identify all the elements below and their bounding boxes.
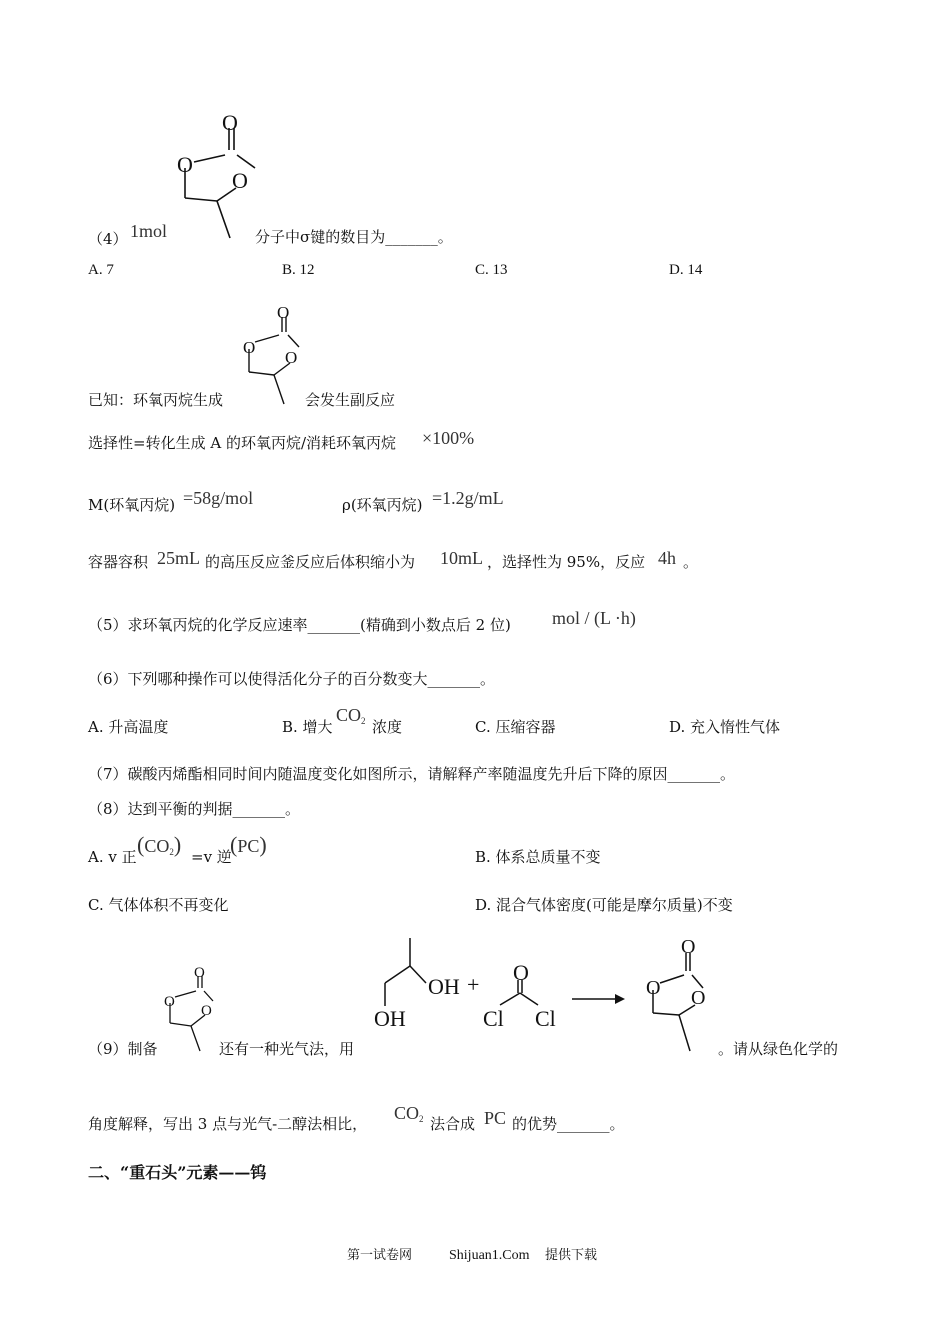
- q7-text: （7）碳酸丙烯酯相同时间内随温度变化如图所示，请解释产率随温度先升后下降的原因_______。: [88, 765, 736, 783]
- q9-pc: PC: [484, 1108, 507, 1128]
- footer-site-url[interactable]: Shijuan1.Com: [449, 1248, 530, 1263]
- oh-label-2: OH: [374, 1006, 406, 1031]
- footer-site-name: 第一试卷网: [347, 1248, 413, 1263]
- product-ring-o-right-label: O: [691, 987, 706, 1009]
- propylene-carbonate-structure-1: [170, 110, 270, 240]
- q9-mid: 还有一种光气法，用: [219, 1040, 355, 1058]
- container-text-3: ，选择性为 95%，反应: [487, 553, 646, 571]
- ring-o-right-label-3: O: [201, 1003, 212, 1019]
- density-value: =1.2g/mL: [432, 488, 504, 508]
- q9-line2-prefix: 角度解释，写出 3 点与光气-二醇法相比，: [88, 1115, 368, 1133]
- q8-option-a-prefix: A. v 正: [88, 848, 137, 866]
- ring-o-left-label-3: O: [164, 994, 175, 1010]
- propylene-carbonate-structure-3: [160, 963, 220, 1053]
- q8-option-b: B. 体系总质量不变: [475, 848, 601, 866]
- density-label: ρ(环氧丙烷): [342, 496, 423, 514]
- propylene-carbonate-structure-2: [238, 302, 308, 402]
- plus-sign: +: [467, 972, 480, 997]
- q6-option-a: A. 升高温度: [88, 718, 169, 736]
- q8-option-d: D. 混合气体密度(可能是摩尔质量)不变: [475, 896, 733, 914]
- q6-option-d: D. 充入惰性气体: [669, 718, 781, 736]
- product-carbonyl-o-label: O: [681, 936, 696, 958]
- q6-option-b-prefix: B. 增大: [282, 718, 333, 736]
- ring-o-right-label-2: O: [285, 348, 298, 367]
- container-text-1: 容器容积: [88, 553, 149, 571]
- selectivity-percent: ×100%: [422, 428, 475, 448]
- ring-o-left-label-2: O: [243, 338, 256, 357]
- ring-o-right-label: O: [232, 168, 248, 193]
- container-text-4: 。: [683, 553, 699, 571]
- q4-option-a: A. 7: [88, 262, 114, 278]
- q8-option-c: C. 气体体积不再变化: [88, 896, 229, 914]
- q9-suffix: 。请从绿色化学的: [718, 1040, 839, 1058]
- carbonyl-o-label: O: [222, 110, 238, 135]
- q8-option-a-co2: $(CO_2)$: [137, 832, 182, 857]
- q8-text: （8）达到平衡的判据_______。: [88, 800, 301, 818]
- container-volume: 25mL: [157, 548, 200, 568]
- oh-label-1: OH: [428, 974, 460, 999]
- q6-option-b-co2: $CO_2$: [336, 705, 366, 726]
- q5-text: （5）求环氧丙烷的化学反应速率_______(精确到小数点后 2 位): [88, 616, 511, 634]
- section-heading: 二、“重石头”元素——钨: [88, 1163, 267, 1182]
- q9-co2: $CO_2$: [394, 1103, 424, 1124]
- container-final-volume: 10mL: [440, 548, 483, 568]
- carbonyl-o-label-2: O: [277, 303, 290, 322]
- q9-prefix: （9）制备: [88, 1040, 158, 1058]
- known-suffix: 会发生副反应: [305, 391, 396, 409]
- known-prefix: 已知：环氧丙烷生成: [88, 391, 224, 409]
- phosgene-reaction-scheme: [370, 933, 710, 1053]
- q6-option-b-suffix: 浓度: [372, 718, 403, 736]
- ring-o-left-label: O: [177, 152, 193, 177]
- carbonyl-o-label-3: O: [194, 965, 205, 981]
- molar-mass-value: =58g/mol: [183, 488, 254, 508]
- cl-label-2: Cl: [535, 1006, 556, 1031]
- q4-text: 分子中σ键的数目为_______。: [255, 228, 453, 246]
- q4-option-b: B. 12: [282, 262, 315, 278]
- q9-line2-mid: 法合成: [430, 1115, 476, 1133]
- phosgene-o-label: O: [513, 960, 529, 985]
- q6-option-c: C. 压缩容器: [475, 718, 556, 736]
- q4-number: （4）: [88, 230, 128, 248]
- q4-amount: 1mol: [130, 221, 168, 241]
- q9-line2-suffix: 的优势_______。: [512, 1115, 625, 1133]
- footer-download: 提供下载: [545, 1248, 598, 1263]
- q4-option-c: C. 13: [475, 262, 508, 278]
- q5-unit: mol / (L ·h): [552, 608, 636, 628]
- selectivity-text: 选择性=转化生成 A 的环氧丙烷/消耗环氧丙烷: [88, 434, 396, 452]
- container-text-2: 的高压反应釜反应后体积缩小为: [205, 553, 416, 571]
- q8-option-a-pc: (PC): [230, 832, 267, 857]
- cl-label-1: Cl: [483, 1006, 504, 1031]
- container-time: 4h: [658, 548, 676, 568]
- q6-text: （6）下列哪种操作可以使得活化分子的百分数变大_______。: [88, 670, 496, 688]
- product-ring-o-left-label: O: [646, 977, 661, 999]
- molar-mass-label: M(环氧丙烷): [88, 496, 176, 514]
- q8-option-a-mid: =v 逆: [191, 848, 232, 866]
- q4-option-d: D. 14: [669, 262, 703, 278]
